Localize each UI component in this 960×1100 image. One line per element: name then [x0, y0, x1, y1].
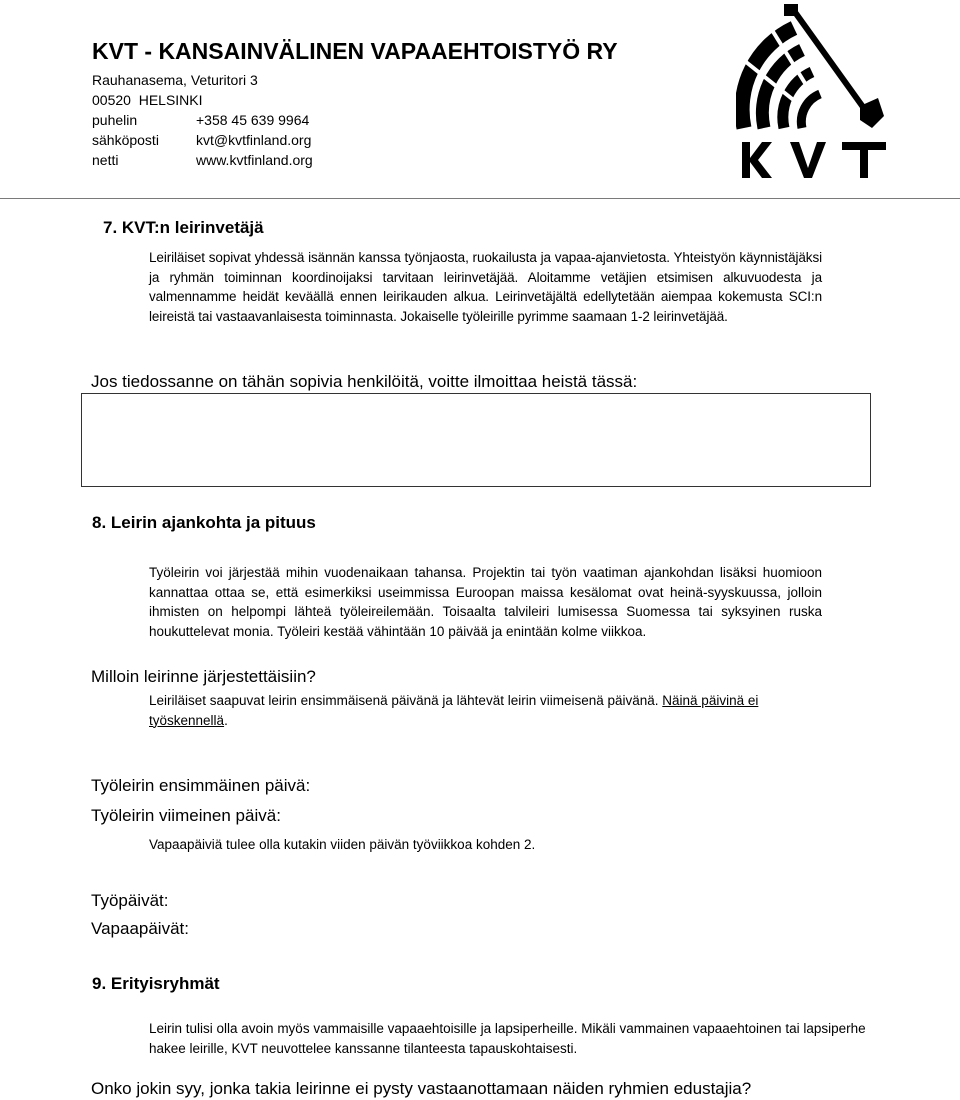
section-7-heading: 7. KVT:n leirinvetäjä — [103, 218, 264, 237]
free-days-note: Vapaapäiviä tulee olla kutakin viiden päivän työviikkoa kohden 2. — [149, 837, 536, 852]
section-7-question: Jos tiedossanne on tähän sopivia henkilöitä, voitte ilmoittaa heistä tässä: — [91, 372, 638, 391]
contact-web-row — [92, 150, 313, 170]
section-8-paragraph: Työleirin voi järjestää mihin vuodenaikaan tahansa. Projektin tai työn vaatiman ajankohdan lisäksi huomioon kannattaa ottaa se, että esimerkiksi useimmissa Euroopan maissa kesälomat ovat heinä-syyskuussa, jolloin ihmisten on helpompi lähteä työleireilemään. Toisaalta talvileiri lumisessa Suomessa tai syksyinen ruska houkuttelevat monia. Työleiri kestää vähintään 10 päivää ja enintään kolme viikkoa. — [149, 565, 822, 639]
contact-email-row — [92, 130, 313, 150]
arrival-departure-text: Leiriläiset saapuvat leirin ensimmäisenä päivänä ja lähtevät leirin viimeisenä päivänä. — [149, 693, 663, 708]
email-label: sähköposti — [92, 132, 159, 148]
section-9-heading: 9. Erityisryhmät — [92, 974, 220, 993]
section-8-heading: 8. Leirin ajankohta ja pituus — [92, 513, 316, 532]
last-day-label: Työleirin viimeinen päivä: — [91, 806, 281, 825]
contact-block — [92, 70, 313, 170]
free-days-label: Vapaapäivät: — [91, 919, 189, 938]
web-link[interactable]: www.kvtfinland.org — [196, 152, 313, 168]
section-7-paragraph: Leiriläiset sopivat yhdessä isännän kanssa työnjaosta, ruokailusta ja vapaa-ajanvietosta. Yhteistyön käynnistäjäksi ja ryhmän toiminnan koordinoijaksi tarvitaan leirinvetäjää. Aloitamme vetäjien etsimisen alkuvuodesta ja valmennamme heidät keväällä ennen leirikauden alkua. Leirinvetäjältä edellytetään aiempaa kokemusta SCI:n leireistä tai vastaavanlaisesta toiminnasta. Jokaiselle työleirille pyrimme saamaan 1-2 leirinvetäjää. — [149, 250, 822, 324]
address-postal: 00520 HELSINKI — [92, 92, 203, 108]
section-8-question: Milloin leirinne järjestettäisiin? — [91, 667, 316, 686]
organization-name: KVT - KANSAINVÄLINEN VAPAAEHTOISTYÖ RY — [92, 38, 618, 64]
kvt-logo-icon — [736, 2, 888, 180]
note-period: . — [224, 712, 228, 728]
address-street: Rauhanasema, Veturitori 3 — [92, 72, 258, 88]
contact-phone-row — [92, 110, 313, 130]
phone-value: +358 45 639 9964 — [196, 112, 310, 128]
work-days-label: Työpäivät: — [91, 891, 169, 910]
leader-suggestion-field[interactable] — [81, 393, 871, 487]
phone-label: puhelin — [92, 112, 138, 128]
arrival-departure-note — [149, 691, 822, 730]
section-9-question: Onko jokin syy, jonka takia leirinne ei pysty vastaanottamaan näiden ryhmien edustajia? — [91, 1079, 752, 1098]
header-divider — [0, 198, 960, 199]
no-work-days-emphasis: Näinä päivinä ei työskennellä — [149, 693, 759, 728]
first-day-label: Työleirin ensimmäinen päivä: — [91, 776, 311, 795]
email-link[interactable]: kvt@kvtfinland.org — [196, 132, 312, 148]
web-label: netti — [92, 152, 119, 168]
section-9-paragraph: Leirin tulisi olla avoin myös vammaisille vapaaehtoisille ja lapsiperheille. Mikäli vammainen vapaaehtoinen tai lapsiperhe hakee leirille, KVT neuvottelee kanssanne tilanteesta tapauskohtaisesti. — [149, 1021, 866, 1056]
